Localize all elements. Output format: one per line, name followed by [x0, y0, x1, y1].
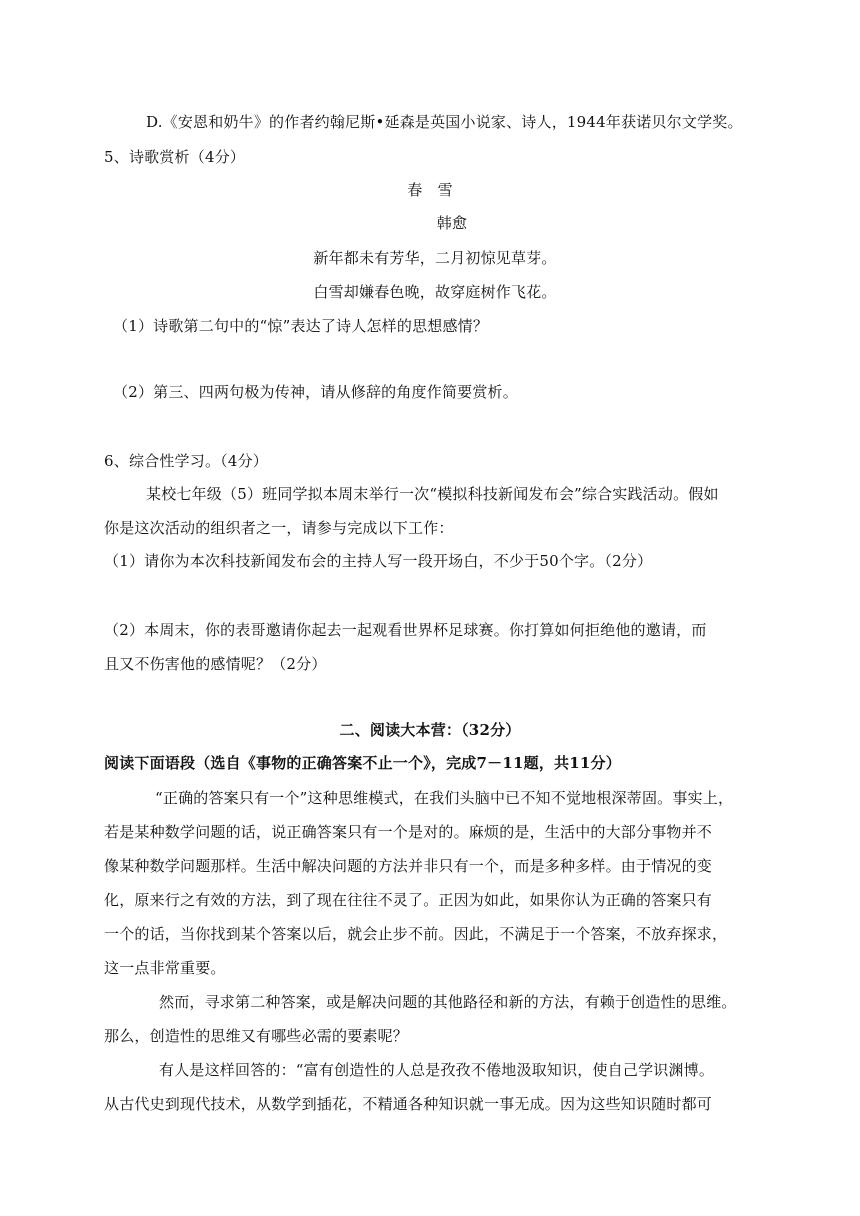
- passage-paragraph-1-line-1: “正确的答案只有一个”这种思维模式，在我们头脑中已不知不觉地根深蒂固。事实上，: [155, 789, 734, 807]
- poem-author: 韩愈: [436, 214, 468, 232]
- question-5-sub-2: （2）第三、四两句极为传神，请从修辞的角度作简要赏析。: [113, 383, 518, 401]
- question-5-heading: 5、诗歌赏析（4分）: [104, 148, 246, 166]
- passage-paragraph-1-line-5: 一个的话，当你找到某个答案以后，就会止步不前。因此，不满足于一个答案，不放弃探求，: [104, 925, 728, 943]
- passage-paragraph-1-line-4: 化，原来行之有效的方法，到了现在往往不灵了。正因为如此，如果你认为正确的答案只有: [104, 891, 713, 909]
- passage-paragraph-2-line-1: 然而，寻求第二种答案，或是解决问题的其他路径和新的方法，有赖于创造性的思维。: [159, 993, 737, 1011]
- passage-paragraph-1-line-2: 若是某种数学问题的话，说正确答案只有一个是对的。麻烦的是，生活中的大部分事物并不: [104, 823, 713, 841]
- section-2-heading: 二、阅读大本营：（32分）: [339, 721, 521, 739]
- question-6-intro-line-1: 某校七年级（5）班同学拟本周末举行一次“模拟科技新闻发布会”综合实践活动。假如: [146, 485, 719, 503]
- passage-paragraph-1-line-6: 这一点非常重要。: [104, 959, 226, 977]
- poem-line-1: 新年都未有芳华，二月初惊见草芽。: [313, 249, 557, 267]
- question-6-intro-line-2: 你是这次活动的组织者之一，请参与完成以下工作：: [104, 519, 454, 537]
- question-6-sub-1: （1）请你为本次科技新闻发布会的主持人写一段开场白，不少于50个字。（2分）: [104, 552, 653, 570]
- question-6-sub-2-line-2: 且又不伤害他的感情呢？（2分）: [104, 655, 327, 673]
- passage-paragraph-3-line-2: 从古代史到现代技术，从数学到插花，不精通各种知识就一事无成。因为这些知识随时都可: [104, 1095, 713, 1113]
- passage-paragraph-2-line-2: 那么，创造性的思维又有哪些必需的要素呢？: [104, 1027, 409, 1045]
- question-6-heading: 6、综合性学习。（4分）: [104, 452, 268, 470]
- question-6-sub-2-line-1: （2）本周末，你的表哥邀请你起去一起观看世界杯足球赛。你打算如何拒绝他的邀请，而: [104, 621, 707, 639]
- poem-line-2: 白雪却嫌春色晚，故穿庭树作飞花。: [313, 283, 557, 301]
- question-5-sub-1: （1）诗歌第二句中的“惊”表达了诗人怎样的思想感情？: [113, 317, 489, 335]
- reading-intro: 阅读下面语段（选自《事物的正确答案不止一个》，完成7－11题，共11分）: [104, 754, 621, 772]
- passage-paragraph-3-line-1: 有人是这样回答的：“富有创造性的人总是孜孜不倦地汲取知识，使自己学识渊博。: [159, 1061, 715, 1079]
- poem-title: 春 雪: [407, 181, 453, 199]
- option-d-text: D.《安恩和奶牛》的作者约翰尼斯•延森是英国小说家、诗人，1944年获诺贝尔文学奖。: [146, 113, 743, 131]
- passage-paragraph-1-line-3: 像某种数学问题那样。生活中解决问题的方法并非只有一个，而是多种多样。由于情况的变: [104, 857, 713, 875]
